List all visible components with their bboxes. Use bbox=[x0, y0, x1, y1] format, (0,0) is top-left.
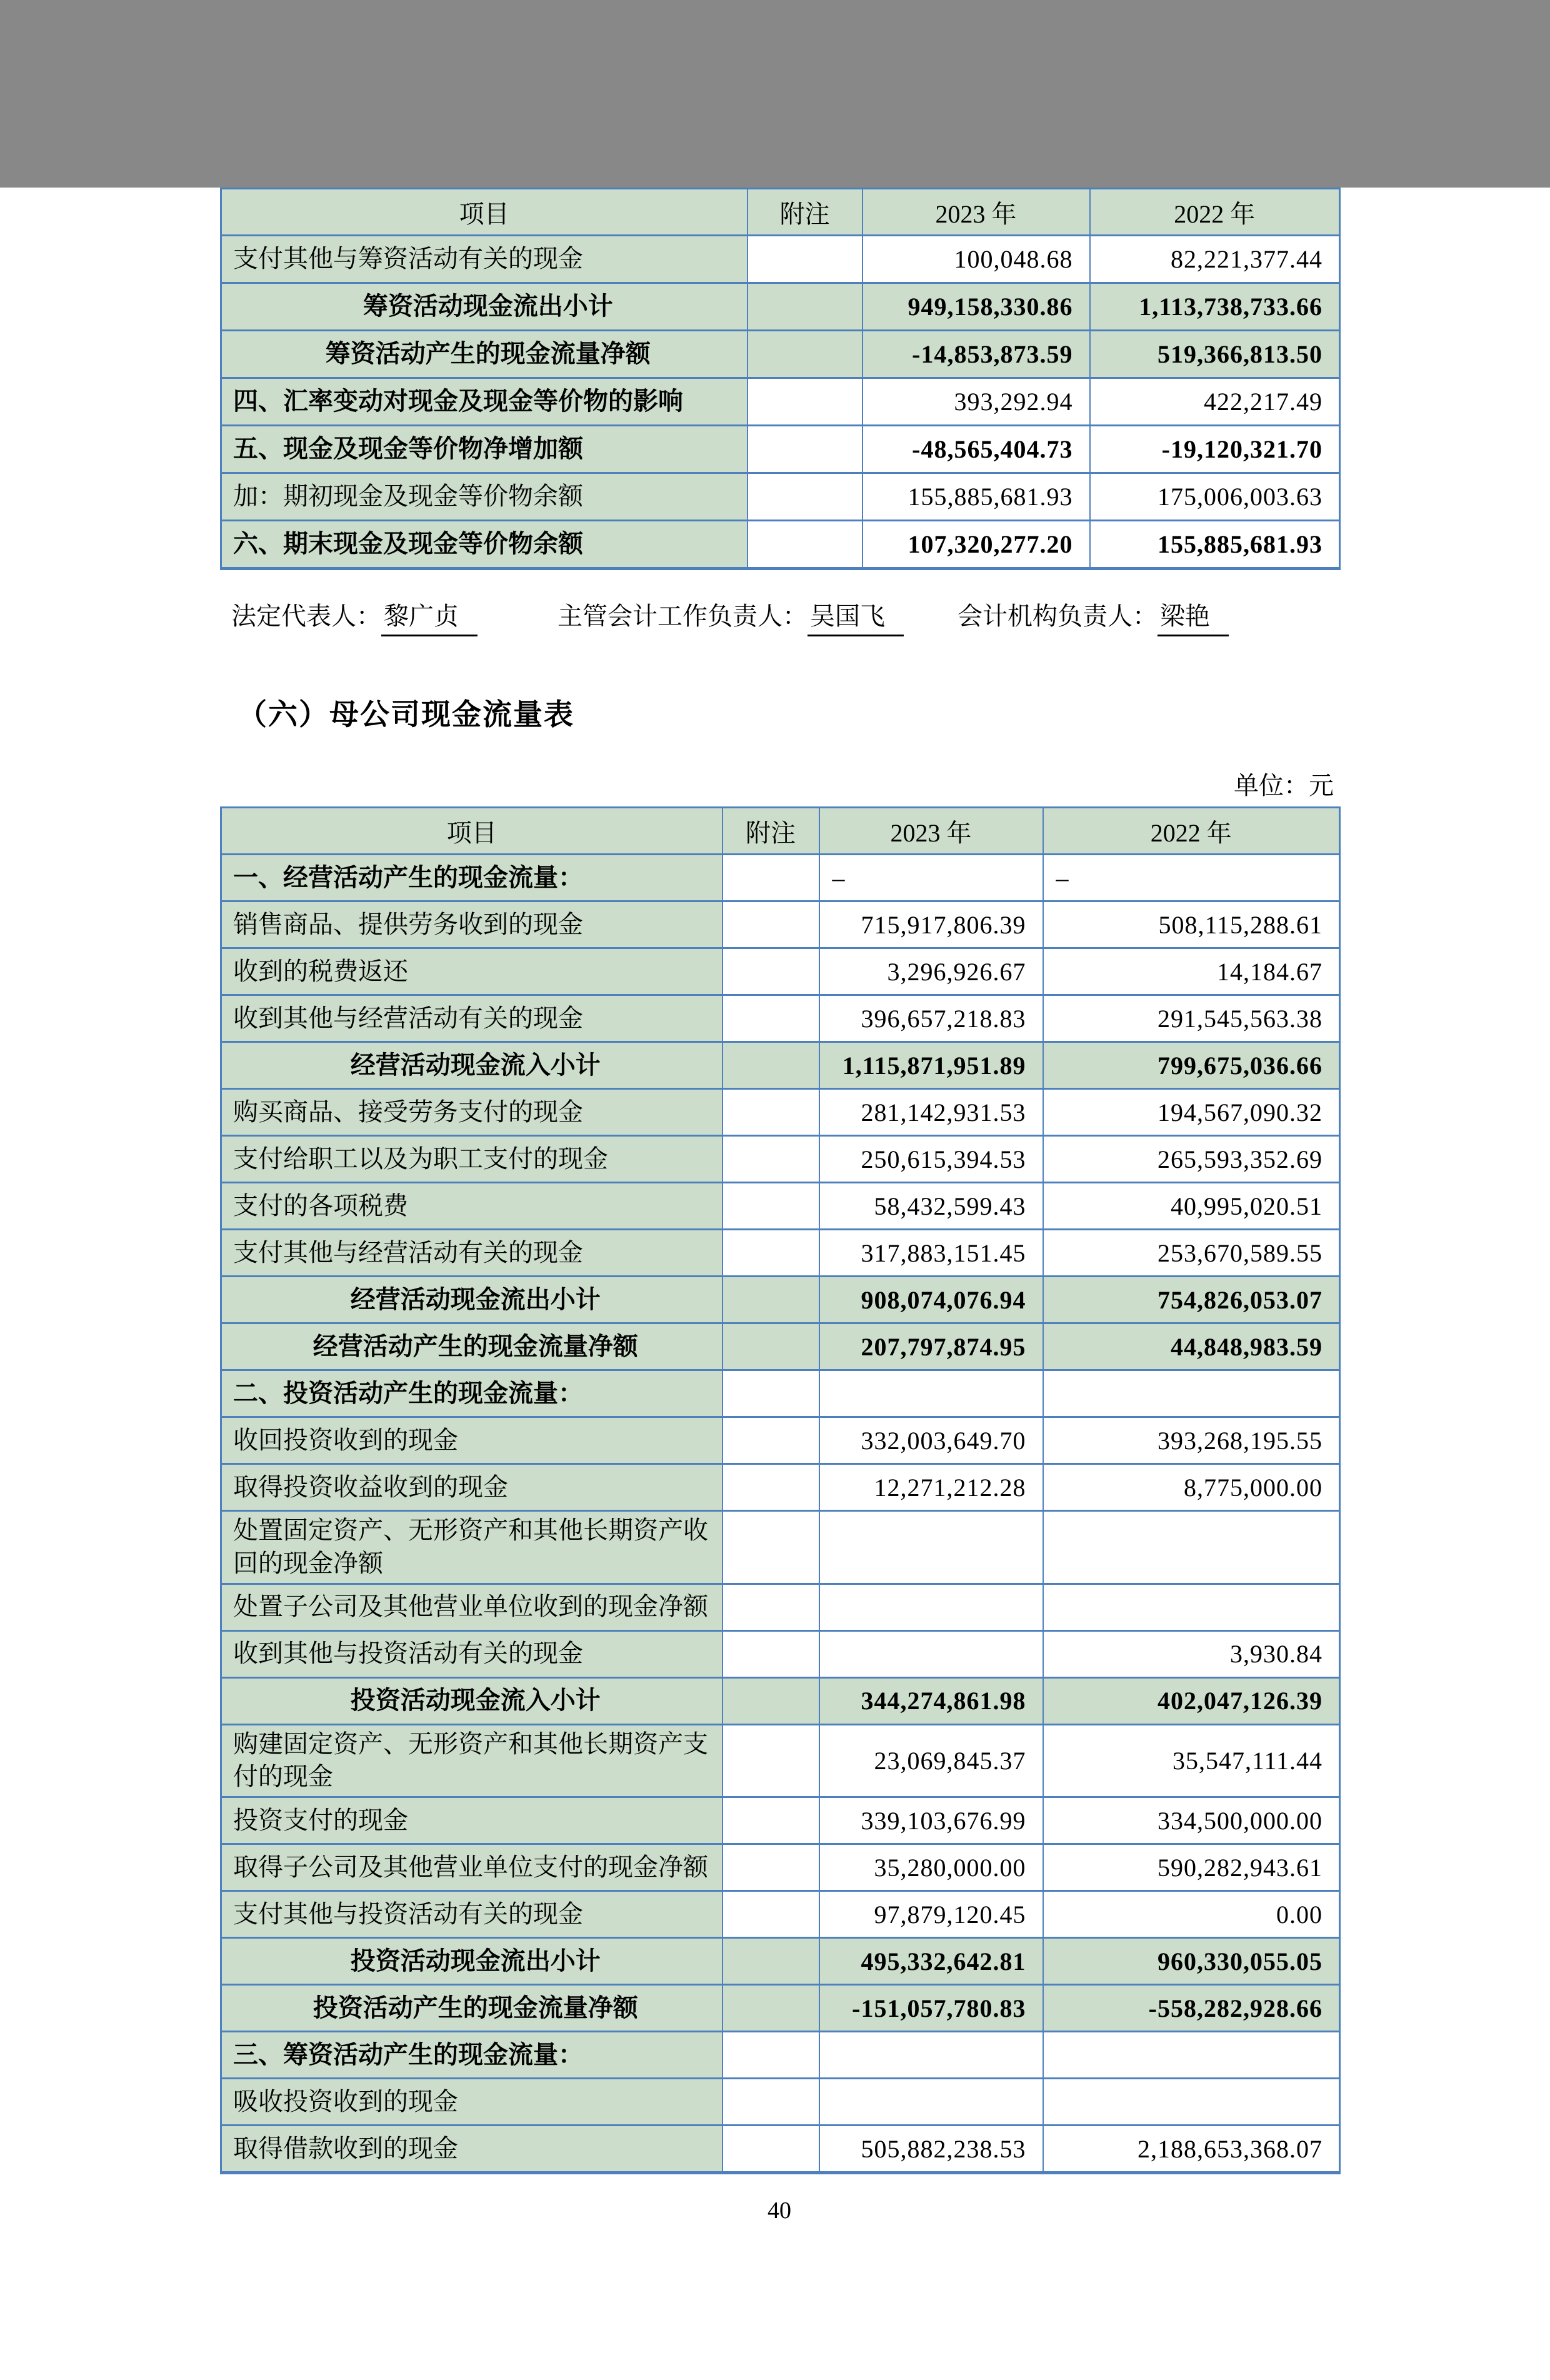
cashflow-table-continued bbox=[220, 188, 1341, 570]
value-2022-cell bbox=[1043, 2079, 1340, 2126]
note-cell bbox=[722, 1089, 819, 1136]
value-2022-cell: 393,268,195.55 bbox=[1043, 1417, 1340, 1464]
value-2023-cell: 23,069,845.37 bbox=[819, 1724, 1043, 1797]
table-header-row bbox=[221, 189, 1340, 236]
table-row bbox=[221, 2032, 1340, 2079]
note-cell bbox=[722, 1511, 819, 1584]
document-page bbox=[0, 188, 1550, 2380]
legal-representative-label: 法定代表人： bbox=[231, 602, 381, 630]
note-cell bbox=[722, 1891, 819, 1938]
note-cell bbox=[748, 521, 862, 569]
value-2023-cell: – bbox=[819, 855, 1043, 901]
note-cell bbox=[722, 995, 819, 1042]
value-2023-cell: 58,432,599.43 bbox=[819, 1183, 1043, 1230]
value-2022-cell: 334,500,000.00 bbox=[1043, 1797, 1340, 1844]
table-row bbox=[221, 1183, 1340, 1230]
note-cell bbox=[748, 378, 862, 426]
value-2022-cell: 40,995,020.51 bbox=[1043, 1183, 1340, 1230]
section-title: （六）母公司现金流量表 bbox=[238, 698, 574, 731]
note-cell bbox=[722, 1584, 819, 1630]
legal-representative bbox=[231, 596, 478, 636]
value-2022-cell: 754,826,053.07 bbox=[1043, 1277, 1340, 1323]
value-2022-cell: 194,567,090.32 bbox=[1043, 1089, 1340, 1136]
item-label-cell: 取得借款收到的现金 bbox=[221, 2126, 722, 2173]
item-label-cell: 经营活动现金流出小计 bbox=[221, 1277, 722, 1323]
parent-company-cashflow-table bbox=[220, 806, 1341, 2174]
item-label-cell: 处置子公司及其他营业单位收到的现金净额 bbox=[221, 1584, 722, 1630]
value-2022-cell bbox=[1043, 1584, 1340, 1630]
value-2023-cell: 35,280,000.00 bbox=[819, 1844, 1043, 1891]
value-2022-cell: -558,282,928.66 bbox=[1043, 1985, 1340, 2032]
table-row bbox=[221, 2079, 1340, 2126]
table-row bbox=[221, 1464, 1340, 1511]
table-row bbox=[221, 1230, 1340, 1277]
item-label-cell: 收回投资收到的现金 bbox=[221, 1417, 722, 1464]
item-label-cell: 取得子公司及其他营业单位支付的现金净额 bbox=[221, 1844, 722, 1891]
value-2023-cell: 339,103,676.99 bbox=[819, 1797, 1043, 1844]
note-cell bbox=[722, 1724, 819, 1797]
note-cell bbox=[722, 2079, 819, 2126]
value-2022-cell: 3,930.84 bbox=[1043, 1630, 1340, 1677]
value-2022-cell: 422,217.49 bbox=[1090, 378, 1340, 426]
value-2023-cell: 715,917,806.39 bbox=[819, 901, 1043, 948]
value-2022-cell: 519,366,813.50 bbox=[1090, 331, 1340, 378]
value-2022-cell: 291,545,563.38 bbox=[1043, 995, 1340, 1042]
table-row bbox=[221, 378, 1340, 426]
value-2022-cell: 0.00 bbox=[1043, 1891, 1340, 1938]
value-2023-cell: 12,271,212.28 bbox=[819, 1464, 1043, 1511]
item-label-cell: 投资活动产生的现金流量净额 bbox=[221, 1985, 722, 2032]
table-row bbox=[221, 1985, 1340, 2032]
table-row bbox=[221, 1724, 1340, 1797]
value-2023-cell: 155,885,681.93 bbox=[862, 473, 1090, 521]
value-2023-cell: 393,292.94 bbox=[862, 378, 1090, 426]
table-row bbox=[221, 2126, 1340, 2173]
table-row bbox=[221, 855, 1340, 901]
value-2022-cell: 35,547,111.44 bbox=[1043, 1724, 1340, 1797]
value-2023-cell: 495,332,642.81 bbox=[819, 1938, 1043, 1985]
table-row bbox=[221, 521, 1340, 569]
item-label-cell: 四、汇率变动对现金及现金等价物的影响 bbox=[221, 378, 748, 426]
value-2023-cell: 250,615,394.53 bbox=[819, 1136, 1043, 1183]
page-number: 40 bbox=[768, 2197, 791, 2224]
value-2023-cell: 281,142,931.53 bbox=[819, 1089, 1043, 1136]
table-row bbox=[221, 1630, 1340, 1677]
column-header-note: 附注 bbox=[722, 808, 819, 855]
table-header-row bbox=[221, 808, 1340, 855]
value-2022-cell bbox=[1043, 1511, 1340, 1584]
note-cell bbox=[748, 426, 862, 473]
item-label-cell: 支付其他与经营活动有关的现金 bbox=[221, 1230, 722, 1277]
value-2023-cell bbox=[819, 1630, 1043, 1677]
note-cell bbox=[722, 948, 819, 995]
legal-representative-name: 黎广贞 bbox=[381, 596, 478, 636]
table-row bbox=[221, 1938, 1340, 1985]
note-cell bbox=[722, 1844, 819, 1891]
table-row bbox=[221, 1584, 1340, 1630]
chief-accountant bbox=[558, 596, 904, 636]
note-cell bbox=[722, 1230, 819, 1277]
accounting-department-head-label: 会计机构负责人： bbox=[958, 602, 1158, 630]
table-row bbox=[221, 995, 1340, 1042]
value-2022-cell: 508,115,288.61 bbox=[1043, 901, 1340, 948]
table-row bbox=[221, 473, 1340, 521]
item-label-cell: 投资支付的现金 bbox=[221, 1797, 722, 1844]
signature-line bbox=[220, 596, 1339, 636]
note-cell bbox=[748, 331, 862, 378]
value-2022-cell: 253,670,589.55 bbox=[1043, 1230, 1340, 1277]
item-label-cell: 二、投资活动产生的现金流量： bbox=[221, 1370, 722, 1417]
value-2022-cell: 2,188,653,368.07 bbox=[1043, 2126, 1340, 2173]
note-cell bbox=[722, 901, 819, 948]
column-header-2023: 2023 年 bbox=[819, 808, 1043, 855]
note-cell bbox=[748, 283, 862, 331]
column-header-note: 附注 bbox=[748, 189, 862, 236]
value-2022-cell bbox=[1043, 2032, 1340, 2079]
table-row bbox=[221, 331, 1340, 378]
note-cell bbox=[722, 1323, 819, 1370]
accounting-department-head bbox=[958, 596, 1229, 636]
table-row bbox=[221, 948, 1340, 995]
item-label-cell: 筹资活动产生的现金流量净额 bbox=[221, 331, 748, 378]
column-header-item: 项目 bbox=[221, 808, 722, 855]
item-label-cell: 处置固定资产、无形资产和其他长期资产收回的现金净额 bbox=[221, 1511, 722, 1584]
value-2022-cell: 14,184.67 bbox=[1043, 948, 1340, 995]
note-cell bbox=[748, 473, 862, 521]
value-2022-cell: 8,775,000.00 bbox=[1043, 1464, 1340, 1511]
value-2022-cell: 82,221,377.44 bbox=[1090, 236, 1340, 283]
item-label-cell: 一、经营活动产生的现金流量： bbox=[221, 855, 722, 901]
item-label-cell: 六、期末现金及现金等价物余额 bbox=[221, 521, 748, 569]
item-label-cell: 销售商品、提供劳务收到的现金 bbox=[221, 901, 722, 948]
value-2022-cell: 155,885,681.93 bbox=[1090, 521, 1340, 569]
value-2023-cell: 100,048.68 bbox=[862, 236, 1090, 283]
value-2023-cell: 97,879,120.45 bbox=[819, 1891, 1043, 1938]
value-2023-cell: 908,074,076.94 bbox=[819, 1277, 1043, 1323]
table-row bbox=[221, 1891, 1340, 1938]
value-2023-cell bbox=[819, 2032, 1043, 2079]
value-2022-cell: 265,593,352.69 bbox=[1043, 1136, 1340, 1183]
note-cell bbox=[722, 1464, 819, 1511]
item-label-cell: 收到其他与经营活动有关的现金 bbox=[221, 995, 722, 1042]
value-2022-cell: 799,675,036.66 bbox=[1043, 1042, 1340, 1089]
value-2023-cell: 344,274,861.98 bbox=[819, 1677, 1043, 1724]
value-2023-cell bbox=[819, 1511, 1043, 1584]
item-label-cell: 支付给职工以及为职工支付的现金 bbox=[221, 1136, 722, 1183]
value-2022-cell: 590,282,943.61 bbox=[1043, 1844, 1340, 1891]
column-header-2022: 2022 年 bbox=[1090, 189, 1340, 236]
table-row bbox=[221, 1417, 1340, 1464]
value-2023-cell: 3,296,926.67 bbox=[819, 948, 1043, 995]
value-2022-cell: 402,047,126.39 bbox=[1043, 1677, 1340, 1724]
value-2022-cell: 44,848,983.59 bbox=[1043, 1323, 1340, 1370]
value-2022-cell: 1,113,738,733.66 bbox=[1090, 283, 1340, 331]
value-2023-cell: 1,115,871,951.89 bbox=[819, 1042, 1043, 1089]
table-row bbox=[221, 1844, 1340, 1891]
value-2023-cell: 396,657,218.83 bbox=[819, 995, 1043, 1042]
item-label-cell: 筹资活动现金流出小计 bbox=[221, 283, 748, 331]
table-row bbox=[221, 1136, 1340, 1183]
item-label-cell: 投资活动现金流出小计 bbox=[221, 1938, 722, 1985]
note-cell bbox=[722, 1985, 819, 2032]
note-cell bbox=[748, 236, 862, 283]
item-label-cell: 购建固定资产、无形资产和其他长期资产支付的现金 bbox=[221, 1724, 722, 1797]
item-label-cell: 五、现金及现金等价物净增加额 bbox=[221, 426, 748, 473]
chief-accountant-label: 主管会计工作负责人： bbox=[558, 602, 808, 630]
table-row bbox=[221, 426, 1340, 473]
item-label-cell: 支付的各项税费 bbox=[221, 1183, 722, 1230]
table-row bbox=[221, 1042, 1340, 1089]
value-2022-cell bbox=[1043, 1370, 1340, 1417]
table-row bbox=[221, 1370, 1340, 1417]
note-cell bbox=[722, 1797, 819, 1844]
table-row bbox=[221, 1277, 1340, 1323]
column-header-2022: 2022 年 bbox=[1043, 808, 1340, 855]
column-header-item: 项目 bbox=[221, 189, 748, 236]
note-cell bbox=[722, 1136, 819, 1183]
value-2023-cell: 332,003,649.70 bbox=[819, 1417, 1043, 1464]
value-2022-cell: 175,006,003.63 bbox=[1090, 473, 1340, 521]
item-label-cell: 三、筹资活动产生的现金流量： bbox=[221, 2032, 722, 2079]
table-row bbox=[221, 283, 1340, 331]
item-label-cell: 支付其他与投资活动有关的现金 bbox=[221, 1891, 722, 1938]
item-label-cell: 投资活动现金流入小计 bbox=[221, 1677, 722, 1724]
value-2023-cell: 207,797,874.95 bbox=[819, 1323, 1043, 1370]
table-row bbox=[221, 1089, 1340, 1136]
item-label-cell: 吸收投资收到的现金 bbox=[221, 2079, 722, 2126]
item-label-cell: 取得投资收益收到的现金 bbox=[221, 1464, 722, 1511]
value-2023-cell: 317,883,151.45 bbox=[819, 1230, 1043, 1277]
value-2023-cell: -14,853,873.59 bbox=[862, 331, 1090, 378]
note-cell bbox=[722, 2126, 819, 2173]
table-row bbox=[221, 1677, 1340, 1724]
value-2023-cell: -151,057,780.83 bbox=[819, 1985, 1043, 2032]
item-label-cell: 收到其他与投资活动有关的现金 bbox=[221, 1630, 722, 1677]
value-2023-cell: 505,882,238.53 bbox=[819, 2126, 1043, 2173]
note-cell bbox=[722, 1677, 819, 1724]
note-cell bbox=[722, 1277, 819, 1323]
note-cell bbox=[722, 1183, 819, 1230]
table-row bbox=[221, 1511, 1340, 1584]
value-2023-cell: 107,320,277.20 bbox=[862, 521, 1090, 569]
value-2022-cell: -19,120,321.70 bbox=[1090, 426, 1340, 473]
table-row bbox=[221, 901, 1340, 948]
item-label-cell: 支付其他与筹资活动有关的现金 bbox=[221, 236, 748, 283]
note-cell bbox=[722, 2032, 819, 2079]
table-row bbox=[221, 1323, 1340, 1370]
note-cell bbox=[722, 1938, 819, 1985]
chief-accountant-name: 吴国飞 bbox=[808, 596, 904, 636]
note-cell bbox=[722, 1370, 819, 1417]
item-label-cell: 经营活动现金流入小计 bbox=[221, 1042, 722, 1089]
item-label-cell: 收到的税费返还 bbox=[221, 948, 722, 995]
table-row bbox=[221, 236, 1340, 283]
value-2023-cell bbox=[819, 1370, 1043, 1417]
note-cell bbox=[722, 1630, 819, 1677]
item-label-cell: 购买商品、接受劳务支付的现金 bbox=[221, 1089, 722, 1136]
table-row bbox=[221, 1797, 1340, 1844]
unit-label: 单位：元 bbox=[1234, 771, 1334, 800]
note-cell bbox=[722, 1417, 819, 1464]
note-cell bbox=[722, 855, 819, 901]
note-cell bbox=[722, 1042, 819, 1089]
value-2022-cell: 960,330,055.05 bbox=[1043, 1938, 1340, 1985]
accounting-department-head-name: 梁艳 bbox=[1158, 596, 1229, 636]
value-2023-cell: 949,158,330.86 bbox=[862, 283, 1090, 331]
item-label-cell: 经营活动产生的现金流量净额 bbox=[221, 1323, 722, 1370]
value-2023-cell bbox=[819, 1584, 1043, 1630]
value-2023-cell: -48,565,404.73 bbox=[862, 426, 1090, 473]
item-label-cell: 加：期初现金及现金等价物余额 bbox=[221, 473, 748, 521]
value-2023-cell bbox=[819, 2079, 1043, 2126]
value-2022-cell: – bbox=[1043, 855, 1340, 901]
column-header-2023: 2023 年 bbox=[862, 189, 1090, 236]
